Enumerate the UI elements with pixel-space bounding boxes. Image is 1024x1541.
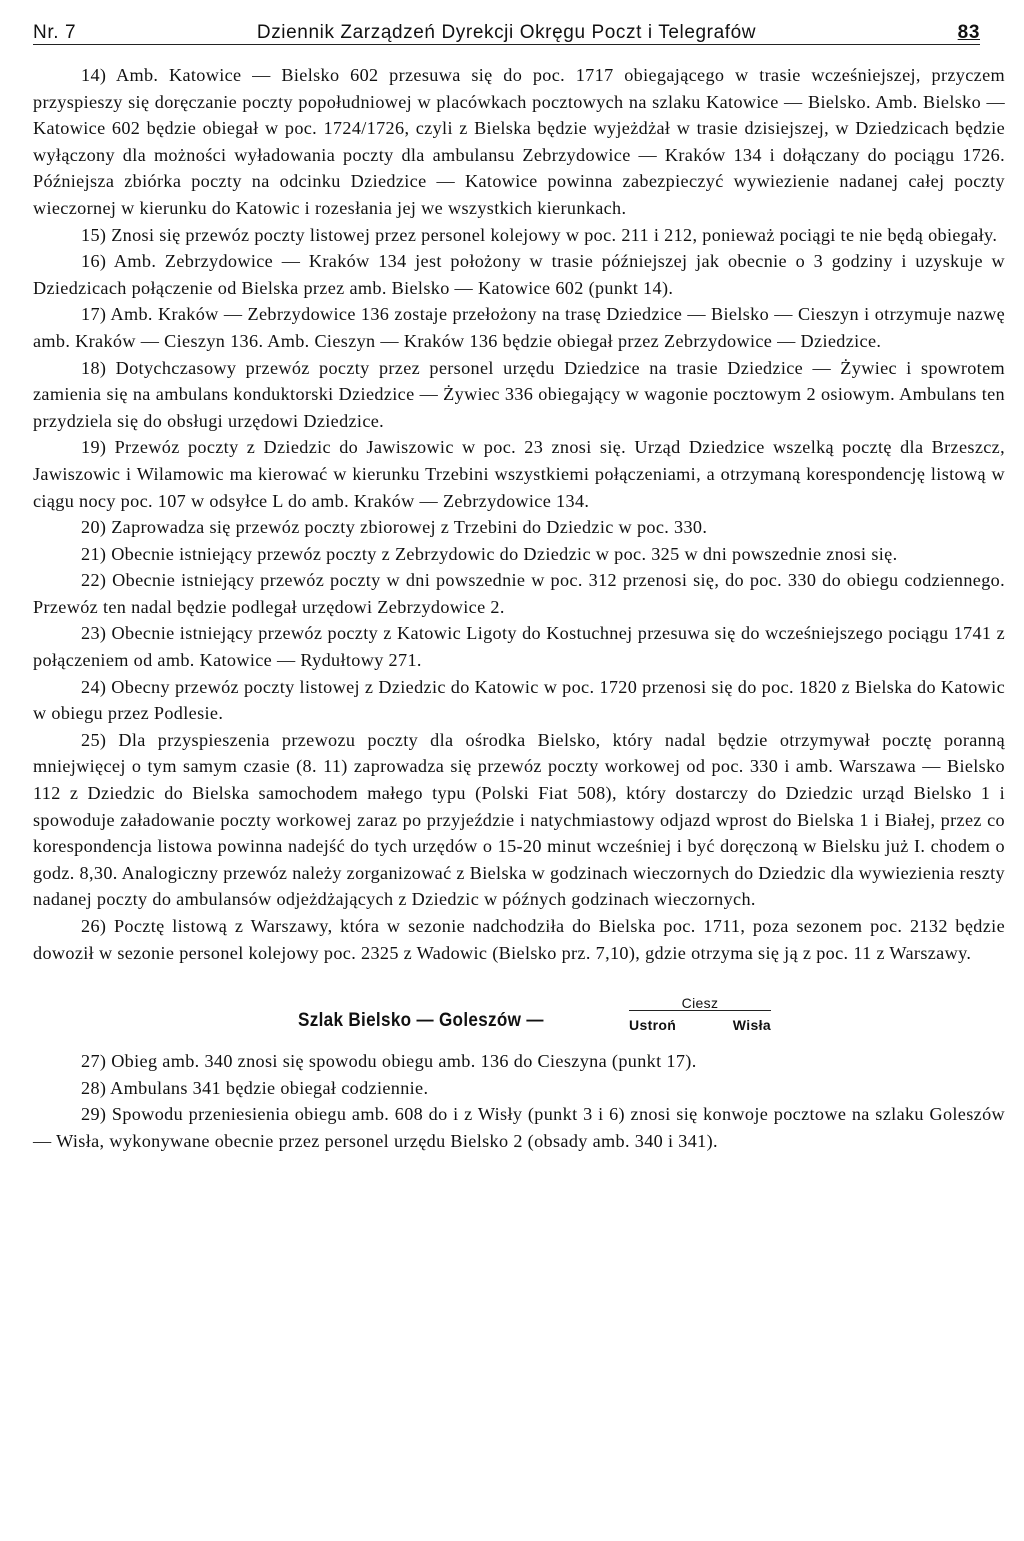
paragraph: 25) Dla przyspieszenia przewozu poczty dla ośrodka Bielsko, który nadal będzie otrzymywał pocztę poranną mniejwięcej o tym samym czasie (8. 11) zaprowadza się przewóz poczty workowej od poc. 330 i amb. Warszawa — Bielsko 112 z Dziedzic do Bielska samochodem małego typu (Polski Fiat 508), który dostarczy do Dziedzic urząd Bielsko 1 i spowoduje załadowanie poczty workowej zaraz po przyjeździe i natychmiastowy odjazd wprost do Bielska 1 i Białej, przez co korespondencja listowa powinna nadejść do tych urzędów o 15-20 minut wcześniej i być doręczoną w Bielsku już I. chodem o godz. 8,30. Analogiczny przewóz należy zorganizować z Bielska w godzinach wieczornych do Dziedzic dla wywiezienia reszty nadanej poczty do ambulansów odjeżdżających z Dziedzic w późnych godzinach wieczornych. [33,729,1005,910]
paragraph: 17) Amb. Kraków — Zebrzydowice 136 zostaje przełożony na trasę Dziedzice — Bielsko — Cieszyn i otrzymuje nazwę amb. Kraków — Cieszyn 136. Amb. Cieszyn — Kraków 136 będzie obiegał przez Zebrzydowice — Dziedzice. [33,304,1005,351]
paragraph: 22) Obecnie istniejący przewóz poczty w dni powszednie w poc. 312 przenosi się, do poc. 330 do obiegu codziennego. Przewóz ten nadal będzie podlegał urzędowi Zebrzydowice 2. [33,570,1005,617]
page-number: 83 [957,22,980,43]
paragraph: 21) Obecnie istniejący przewóz poczty z Zebrzydowic do Dziedzic w poc. 325 w dni powszednie znosi się. [81,543,898,564]
paragraph: 28) Ambulans 341 będzie obiegał codziennie. [81,1077,429,1098]
route-label: Szlak Bielsko — Goleszów — [298,1010,544,1032]
route-heading [33,986,1005,1044]
paragraph: 16) Amb. Zebrzydowice — Kraków 134 jest położony w trasie późniejszej jak obecnie o 3 godziny i uzyskuje w Dziedzicach połączenie od Bielska przez amb. Bielsko — Katowice 602 (punkt 14). [33,251,1005,298]
paragraph: 29) Spowodu przeniesienia obiegu amb. 608 do i z Wisły (punkt 3 i 6) znosi się konwoje pocztowe na szlaku Goleszów — Wisła, wykonywane obecnie przez personel urzędu Bielsko 2 (obsady amb. 340 i 341). [33,1104,1005,1151]
route-fraction [629,990,771,1039]
journal-title: Dziennik Zarządzeń Dyrekcji Okręgu Poczt i Telegrafów [256,22,757,43]
page-header [33,18,980,44]
paragraph: 27) Obieg amb. 340 znosi się spowodu obiegu amb. 136 do Cieszyna (punkt 17). [81,1051,697,1072]
issue-number: Nr. 7 [33,22,77,43]
paragraph: 26) Pocztę listową z Warszawy, która w sezonie nadchodziła do Bielska poc. 1711, poza sezonem poc. 2132 będzie dowoził w sezonie personel kolejowy poc. 2325 z Wadowic (Bielsko prz. 7,10), gdzie otrzyma się ją z poc. 11 z Warszawy. [33,916,1005,963]
paragraph: 18) Dotychczasowy przewóz poczty przez personel urzędu Dziedzice na trasie Dziedzice — Żywiec i spowrotem zamienia się na ambulans konduktorski Dziedzice — Żywiec 336 obiegający w wagonie pocztowym 2 osiowym. Ambulans ten przydziela się do obsługi urzędowi Dziedzice. [33,357,1005,431]
route-fraction-bottom [629,1012,771,1039]
paragraph: 15) Znosi się przewóz poczty listowej przez personel kolejowy w poc. 211 i 212, ponieważ pociągi te nie będą obiegały. [81,224,998,245]
route-ustron: Ustroń [629,1017,677,1034]
paragraph: 14) Amb. Katowice — Bielsko 602 przesuwa się do poc. 1717 obiegającego w trasie wcześniejszej, przyczem przyspieszy się doręczanie poczty popołudniowej w placówkach pocztowych na szlaku Katowice — Bielsko. Amb. Bielsko — Katowice 602 będzie obiegał w poc. 1724/1726, czyli z Bielska będzie wyjeżdżał w trasie dzisiejszej, w Dziedzicach będzie wyłączony dla możności wyładowania poczty dla ambulansu Zebrzydowice — Kraków 134 i dołączany do pociągu 1726. Późniejsza zbiórka poczty na odcinku Dziedzice — Katowice powinna zabezpieczyć wywiezienie nadanej całej poczty wieczornej w kierunku do Katowic i rozesłania jej we wszystkich kierunkach. [33,65,1005,218]
paragraph: 24) Obecny przewóz poczty listowej z Dziedzic do Katowic w poc. 1720 przenosi się do poc. 1820 z Bielska do Katowic w obiegu przez Podlesie. [33,676,1005,724]
paragraph: 19) Przewóz poczty z Dziedzic do Jawiszowic w poc. 23 znosi się. Urząd Dziedzice wszelką pocztę dla Brzeszcz, Jawiszowic i Wilamowic ma kierować w kierunku Trzebini wszystkiemi połączeniami, a otrzymaną korespondencję listową w ciągu nocy poc. 107 w odsyłce L do amb. Kraków — Zebrzydowice 134. [33,437,1005,511]
header-rule [33,44,980,45]
route-wisla: Wisła [732,1017,771,1034]
paragraph: 20) Zaprowadza się przewóz poczty zbiorowej z Trzebini do Dziedzic w poc. 330. [81,517,708,538]
route-fraction-top: Ciesz [681,995,719,1012]
document-body [33,62,1005,1155]
paragraph: 23) Obecnie istniejący przewóz poczty z Katowic Ligoty do Kostuchnej przesuwa się do wcześniejszego pociągu 1741 z połączeniem od amb. Katowice — Rydułtowy 271. [33,623,1005,671]
